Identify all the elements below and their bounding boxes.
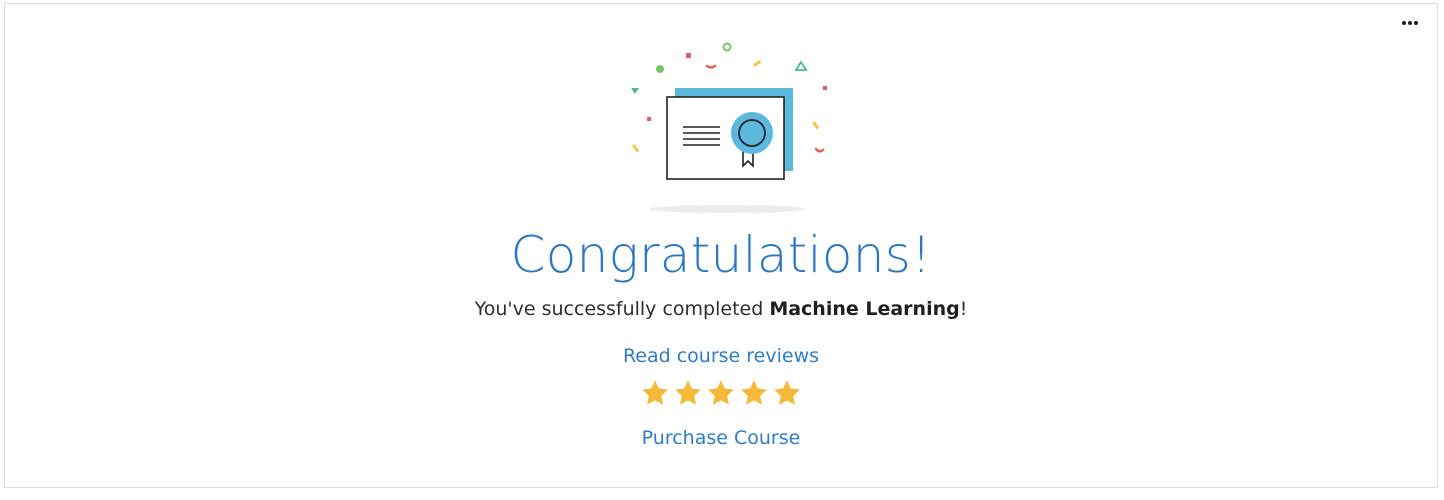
- course-name: Machine Learning: [769, 298, 960, 320]
- confetti-square-icon: [823, 86, 827, 90]
- illustration-shadow: [649, 205, 805, 213]
- more-horizontal-icon: [1402, 21, 1406, 25]
- confetti-strip-icon: [812, 121, 819, 129]
- star-icon[interactable]: [739, 378, 769, 408]
- confetti-triangle-icon: [631, 88, 639, 94]
- confetti-ring-icon: [724, 44, 731, 51]
- confetti-dot-icon: [656, 65, 664, 73]
- confetti-square-icon: [647, 117, 651, 121]
- star-icon[interactable]: [673, 378, 703, 408]
- more-options-button[interactable]: [1399, 16, 1421, 30]
- confetti-curl-icon: [816, 149, 823, 151]
- reviews-link-row: [5, 345, 1437, 367]
- star-icon[interactable]: [772, 378, 802, 408]
- completion-card: [4, 3, 1438, 488]
- certificate-icon: [623, 36, 843, 221]
- completion-suffix: !: [959, 298, 968, 320]
- purchase-course-link[interactable]: Purchase Course: [641, 427, 801, 449]
- star-icon[interactable]: [640, 378, 670, 408]
- star-rating: [5, 378, 1437, 408]
- completion-prefix: You've successfully completed: [474, 298, 770, 320]
- read-reviews-link[interactable]: Read course reviews: [622, 345, 820, 367]
- confetti-strip-icon: [753, 60, 761, 67]
- confetti-strip-icon: [632, 144, 639, 152]
- more-dot: [1408, 21, 1412, 25]
- confetti-square-icon: [686, 53, 691, 58]
- purchase-link-row: [5, 427, 1437, 449]
- page-title: Congratulations!: [510, 226, 932, 284]
- completion-message: [5, 298, 1437, 320]
- star-icon[interactable]: [706, 378, 736, 408]
- medal-inner: [739, 120, 765, 146]
- more-dot: [1414, 21, 1418, 25]
- confetti-triangle-icon: [796, 62, 806, 70]
- confetti-curl-icon: [707, 66, 715, 68]
